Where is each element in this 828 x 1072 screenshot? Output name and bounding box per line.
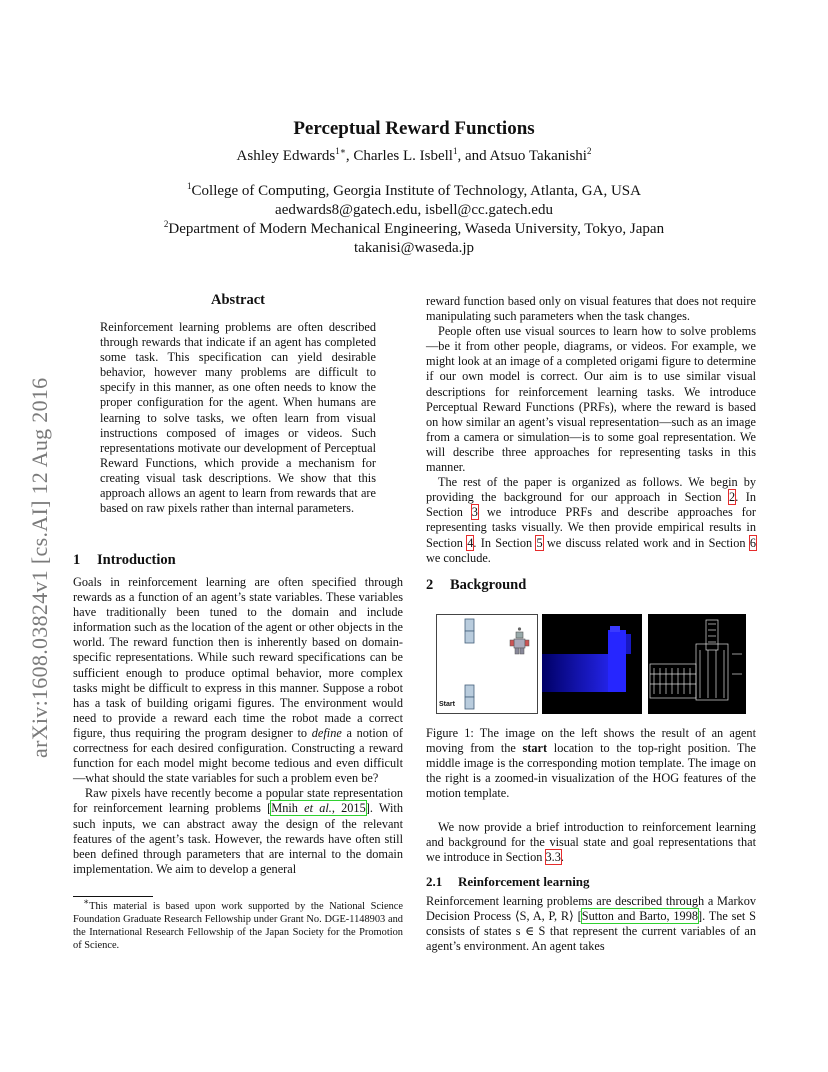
intro-text-run: . In Section	[473, 535, 537, 550]
section-ref-3[interactable]: 3	[471, 505, 478, 520]
background-text-run: .	[560, 850, 564, 865]
background-intro-text	[426, 820, 756, 865]
citation-year: , 2015	[331, 801, 366, 816]
footnote	[73, 896, 403, 952]
subsection-title: Reinforcement learning	[458, 874, 590, 889]
paper-title: Perceptual Reward Functions	[293, 118, 535, 139]
intro-text-run: Raw pixels have recently become a popular state representation for reinforcement learning problems [	[73, 786, 403, 816]
caption-text-run: location to the top-right position. The middle image is the corresponding motion template. The image on the right is a zoomed-in visualization of the HOG features of the motion template.	[426, 741, 756, 801]
affiliation-2	[0, 220, 828, 258]
caption-paragraph	[426, 726, 756, 801]
citation-author: Mnih	[271, 801, 305, 816]
author-edwards: Ashley Edwards	[236, 148, 336, 164]
subsection-number: 2.1	[426, 874, 443, 889]
section-ref-3-3[interactable]: 3.3	[545, 850, 561, 865]
affiliation-1	[0, 182, 828, 220]
background-paragraph	[426, 820, 756, 865]
affiliation-2-mark: 2	[163, 219, 169, 229]
figure-motion-template-image	[542, 614, 642, 714]
abstract-paragraph: Reinforcement learning problems are often described through rewards that indicate if an agent has completed some task. This specification can yield desirable behavior, however many problems are difficult to specify in this manner, as one often needs to know the proper configuration for the agent. When humans are learning to solve tasks, we often learn from visual instructions composed of images or videos. Such representations motivate our development of Perceptual Reward Functions, which provide a mechanism for creating visual task descriptions. We show that this approach allows an agent to learn from rewards that are based on raw pixels rather than internal parameters.	[100, 320, 376, 516]
section-title: Introduction	[97, 552, 176, 568]
affiliation-1-emails[interactable]: aedwards8@gatech.edu, isbell@cc.gatech.edu	[275, 202, 553, 218]
intro-text-run: . In Section	[426, 490, 756, 520]
section-title: Background	[450, 577, 527, 593]
citation-sutton-barto-1998[interactable]: Sutton and Barto, 1998	[581, 909, 699, 924]
subsection-heading-rl	[426, 874, 590, 890]
hog-features-illustration	[648, 614, 746, 714]
gridworld-illustration	[437, 615, 537, 713]
introduction-text	[73, 575, 403, 877]
author-list	[0, 148, 828, 165]
affiliation-1-mark: 1	[187, 181, 192, 191]
rl-text-run: ]. The set S consists of states s ∈ S that represent the current variables of an agent’s environment. An agent takes	[426, 909, 756, 954]
section-ref-5[interactable]: 5	[536, 535, 543, 550]
section-ref-2[interactable]: 2	[729, 490, 736, 505]
section-heading-introduction	[73, 552, 176, 569]
intro-paragraph-2	[73, 786, 403, 877]
author-isbell-affil: 1	[452, 146, 458, 156]
intro-text-run: we introduce PRFs and describe approaches for representing tasks visually. We then provide empirical results in Section	[426, 505, 756, 550]
footnote-mark: ∗	[83, 896, 90, 907]
author-takanishi-affil: 2	[586, 146, 592, 156]
footnote-text: This material is based upon work supported by the National Science Foundation Graduate Research Fellowship under Grant No. DGE-1148903 and the International Research Fellowship of the Japan Society for the Promotion of Science.	[73, 901, 403, 951]
start-label: Start	[439, 701, 455, 708]
caption-text-run: Figure 1: The image on the left shows the result of an agent moving from the	[426, 726, 756, 756]
intro-text-run: Goals in reinforcement learning are often specified through rewards as a function of an agent’s state variables. These variables have traditionally been tuned to the domain and include information such as the location of the agent or other objects in the world. The reward function then is inherently based on domain-specific representations. While such reward specifications can be sufficient enough to produce optimal behavior, more complex tasks might be difficult to express in this manner. Suppose a robot has a task of building origami figures. The environment would need to provide a reward each time the robot made a correct figure, thus requiring the program designer to	[73, 575, 403, 740]
robot-agent-icon	[510, 627, 529, 654]
affiliation-2-name: Department of Modern Mechanical Engineering, Waseda University, Tokyo, Japan	[168, 221, 665, 237]
intro-paragraph-3: People often use visual sources to learn how to solve problems—be it from other people, diagrams, or videos. For example, we might look at an image of a completed origami figure to determine if our own model is correct. Our aim is to use similar visual descriptions for reinforcement learning tasks. We introduce Perceptual Reward Functions (PRFs), where the reward is based on how similar an agent’s visual representation—such as an image from a camera or simulation—is to some goal representation. We will describe three approaches for representing tasks in this manner.	[426, 324, 756, 475]
intro-paragraph-continued: reward function based only on visual features that does not require manipulating such parameters when the task changes.	[426, 294, 756, 324]
introduction-continued	[426, 294, 756, 566]
rl-paragraph	[426, 894, 756, 954]
caption-bold-word: start	[522, 741, 548, 756]
rl-text-run: Reinforcement learning problems are described through a Markov Decision Process ⟨S, A, P, R⟩ [	[426, 894, 756, 924]
background-text-run: We now provide a brief introduction to reinforcement learning and background for the visual state and goal representations that we introduce in Section	[426, 820, 756, 865]
author-isbell: , Charles L. Isbell	[345, 148, 453, 164]
intro-text-run: we discuss related work and in Section	[542, 535, 750, 550]
section-ref-6[interactable]: 6	[749, 535, 756, 550]
intro-text-run: a notion of correctness for each desired configuration. Constructing a reward function for each model might become tedious and even difficult—what should the state variables for such a problem even be?	[73, 725, 403, 786]
citation-etal: et al.	[304, 801, 332, 816]
section-ref-4[interactable]: 4	[467, 535, 474, 550]
intro-paragraph-1	[73, 575, 403, 786]
figure-1	[436, 614, 756, 714]
abstract-heading: Abstract	[211, 292, 265, 308]
author-takanishi: , and Atsuo Takanishi	[457, 148, 587, 164]
figure-1-caption	[426, 726, 756, 801]
motion-template-illustration	[542, 614, 642, 714]
section-number: 2	[426, 577, 434, 593]
intro-text-run: we conclude.	[426, 550, 491, 565]
intro-paragraph-4	[426, 475, 756, 566]
intro-text-run: ]. With such inputs, we can abstract away the design of the relevant features of the agent’s task. However, the rewards have often still been defined through parameters that are internal to the domain implementation. We aim to develop a general	[73, 801, 403, 876]
section-number: 1	[73, 552, 81, 568]
figure-agent-path-image	[436, 614, 538, 714]
abstract-text	[100, 320, 376, 516]
affiliation-1-name: College of Computing, Georgia Institute of Technology, Atlanta, GA, USA	[191, 183, 641, 199]
intro-emphasis: define	[311, 725, 342, 740]
section-heading-background	[426, 577, 526, 594]
rl-text	[426, 894, 756, 954]
author-edwards-affil: 1∗	[335, 146, 346, 156]
citation-mnih-2015[interactable]	[271, 801, 365, 815]
arxiv-identifier: arXiv:1608.03824v1 [cs.AI] 12 Aug 2016	[27, 377, 52, 758]
affiliation-2-email[interactable]: takanisi@waseda.jp	[353, 240, 475, 256]
intro-text-run: The rest of the paper is organized as follows. We begin by providing the background for our approach in Section	[426, 475, 756, 505]
figure-hog-features-image	[648, 614, 746, 714]
